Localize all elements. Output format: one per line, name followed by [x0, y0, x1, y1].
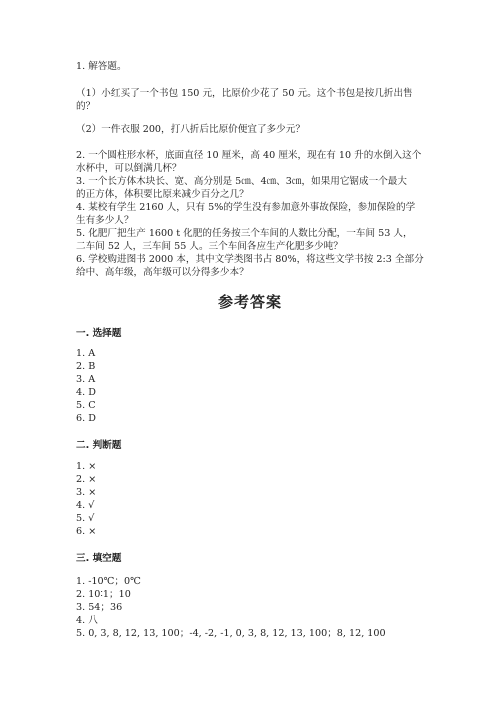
judgement-answer: 2. ×	[76, 474, 97, 485]
question-4-line-2: 生有多少人？	[76, 215, 134, 226]
fill-blank-answer: 2. 10∶1；10	[76, 589, 131, 600]
choice-answer: 3. A	[76, 374, 96, 385]
question-1-1-line-1: （1）小红买了一个书包 150 元，比原价少花了 50 元。这个书包是按几折出售	[76, 88, 413, 99]
question-6-line-1: 6. 学校购进图书 2000 本，其中文学类图书占 80%，将这些文学书按 2:3 全部分	[76, 254, 424, 265]
question-1-2: （2）一件衣服 200，打八折后比原价便宜了多少元？	[76, 124, 305, 135]
judgement-answer: 1. ×	[76, 461, 97, 472]
choice-answer: 2. B	[76, 361, 96, 372]
section-fill-blank-heading: 三. 填空题	[76, 553, 122, 564]
choice-answer: 4. D	[76, 387, 96, 398]
question-3-line-1: 3. 一个长方体木块长、宽、高分别是 5㎝、4㎝、3㎝，如果用它锯成一个最大	[76, 176, 407, 187]
section-judgement-heading: 二. 判断题	[76, 440, 122, 451]
fill-blank-answer: 3. 54；36	[76, 602, 123, 613]
question-5-line-2: 二车间 52 人，三车间 55 人。三个车间各应生产化肥多少吨？	[76, 241, 343, 252]
question-2-line-1: 2. 一个圆柱形水杯，底面直径 10 厘米，高 40 厘米，现在有 10 升的水倒入这个	[76, 150, 422, 161]
question-2-line-2: 水杯中，可以倒满几杯？	[76, 163, 182, 174]
answers-title: 参考答案	[217, 293, 282, 311]
fill-blank-answer: 1. -10℃；0℃	[76, 576, 141, 587]
question-6-line-2: 给中、高年级，高年级可以分得多少本？	[76, 267, 249, 278]
question-heading: 1. 解答题。	[76, 61, 127, 72]
question-3-line-2: 的正方体，体积要比原来减少百分之几？	[76, 189, 249, 200]
judgement-answer: 6. ×	[76, 526, 97, 537]
choice-answer: 1. A	[76, 348, 96, 359]
choice-answer: 5. C	[76, 400, 96, 411]
question-5-line-1: 5. 化肥厂把生产 1600 t 化肥的任务按三个车间的人数比分配，一车间 53 人，	[76, 228, 413, 239]
choice-answer: 6. D	[76, 413, 96, 424]
question-4-line-1: 4. 某校有学生 2160 人，只有 5%的学生没有参加意外事故保险，参加保险的学	[76, 202, 416, 213]
judgement-answer: 5. √	[76, 513, 95, 524]
section-choice-heading: 一. 选择题	[76, 328, 122, 339]
judgement-answer: 3. ×	[76, 487, 97, 498]
fill-blank-answer: 4. 八	[76, 615, 98, 626]
fill-blank-answer: 5. 0, 3, 8, 12, 13, 100；-4, -2, -1, 0, 3, 8, 12, 13, 100；8, 12, 100	[76, 628, 386, 639]
judgement-answer: 4. √	[76, 500, 95, 511]
question-1-1-line-2: 的？	[76, 101, 96, 112]
